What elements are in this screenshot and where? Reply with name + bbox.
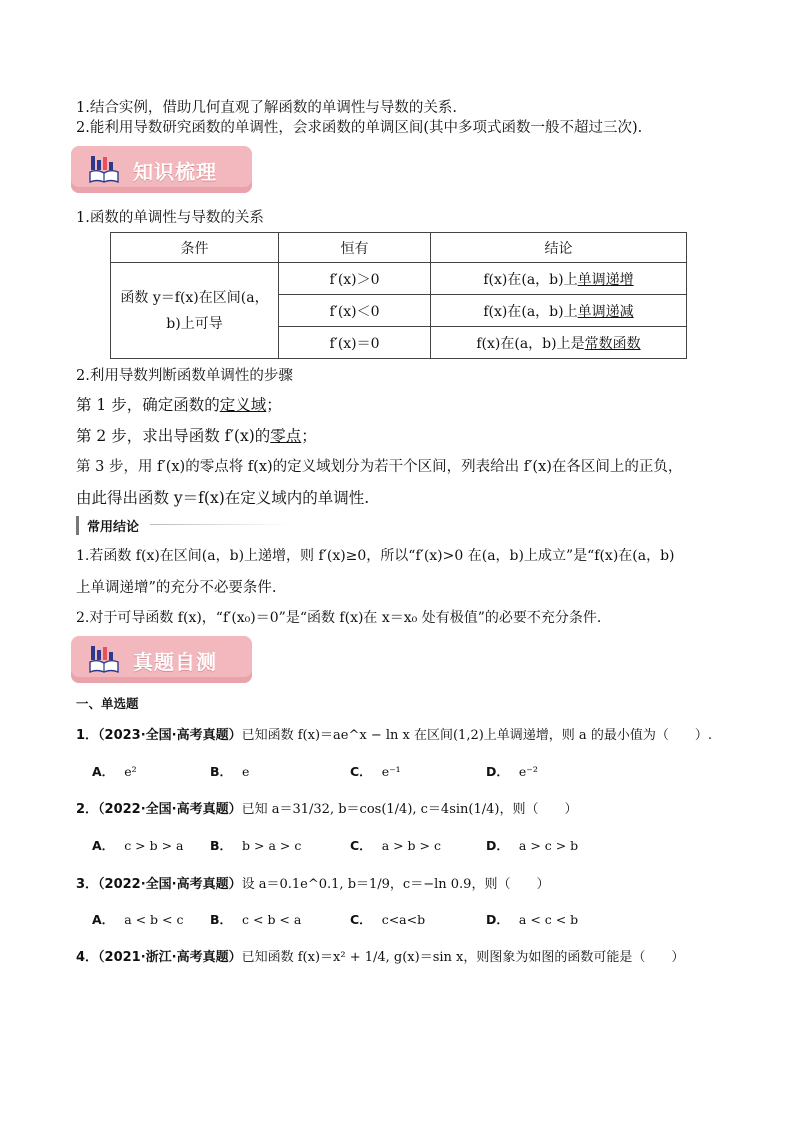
table-header-always: 恒有 [279, 233, 431, 263]
q3-option-a[interactable] [92, 910, 183, 928]
q2-option-d[interactable] [486, 836, 578, 854]
conclusion-cell [431, 263, 687, 295]
table-row [111, 263, 687, 295]
condition-line-1: 函数 y＝f(x)在区间(a， [120, 289, 269, 306]
option-letter: B． [210, 764, 233, 779]
derivative-cell: f′(x)＜0 [279, 295, 431, 327]
step-1-end: ； [266, 396, 282, 414]
option-letter: B． [210, 838, 233, 853]
step-2 [76, 424, 317, 446]
objective-1: 1.结合实例，借助几何直观了解函数的单调性与导数的关系. [76, 100, 457, 116]
table-header-conclusion: 结论 [431, 233, 687, 263]
conclusion-text: f(x)在(a，b)上 [483, 303, 578, 320]
option-value: e [242, 764, 250, 779]
relation-table [110, 232, 687, 359]
question-3-text: 设 a＝0.1e^0.1, b＝1/9，c＝−ln 0.9，则（ ） [241, 877, 550, 892]
option-value: a > b > c [381, 838, 441, 853]
step-2-end: ； [301, 427, 317, 445]
conclusion-cell [431, 327, 687, 359]
option-value: a > c > b [518, 838, 579, 853]
conclusion-key: 单调递减 [577, 303, 634, 320]
question-2-source: （2022·全国·高考真题） [98, 802, 242, 817]
option-value: e⁻² [518, 764, 538, 779]
condition-line-2: b)上可导 [166, 315, 223, 332]
question-4-source: （2021·浙江·高考真题） [98, 950, 242, 965]
option-letter: B． [210, 912, 233, 927]
option-value: b > a > c [242, 838, 302, 853]
question-4-number: 4． [76, 950, 99, 965]
option-letter: A． [92, 912, 115, 927]
option-letter: C． [350, 838, 372, 853]
question-type-title: 一、单选题 [76, 696, 139, 711]
q1-option-b[interactable] [210, 762, 249, 780]
option-value: a < c < b [518, 912, 579, 927]
step-2-key: 零点 [270, 427, 302, 445]
q1-option-c[interactable] [350, 762, 401, 780]
step-1-text: 第 1 步，确定函数的 [76, 396, 220, 414]
conclusion-text: f(x)在(a，b)上是 [476, 335, 585, 352]
section-banner-exam [71, 636, 252, 683]
step-1-key: 定义域 [219, 396, 267, 414]
question-1-number: 1． [76, 728, 99, 743]
q2-option-c[interactable] [350, 836, 441, 854]
option-value: e² [124, 764, 137, 779]
question-1-source: （2023·全国·高考真题） [98, 728, 242, 743]
conclusion-text: f(x)在(a，b)上 [483, 271, 578, 288]
subhead-divider [150, 524, 290, 525]
section-title-knowledge: 知识梳理 [133, 160, 217, 184]
question-4-text: 已知函数 f(x)＝x² + 1/4, g(x)＝sin x，则图象为如图的函数可能是（ ） [241, 950, 685, 965]
option-value: c<a<b [381, 912, 426, 927]
option-letter: C． [350, 764, 372, 779]
conclusion-cell [431, 295, 687, 327]
option-letter: D． [486, 912, 509, 927]
step-3-line-1: 第 3 步，用 f′(x)的零点将 f(x)的定义域划分为若干个区间，列表给出 f′(x)在各区间上的正负， [76, 459, 683, 475]
option-letter: D． [486, 838, 509, 853]
option-letter: D． [486, 764, 509, 779]
option-letter: C． [350, 912, 372, 927]
section-banner-knowledge [71, 146, 252, 193]
q2-option-b[interactable] [210, 836, 301, 854]
option-value: c > b > a [124, 838, 184, 853]
book-icon [89, 154, 119, 184]
question-3-number: 3． [76, 877, 99, 892]
step-1 [76, 393, 282, 415]
common-conclusions-title: 常用结论 [76, 516, 139, 535]
q3-option-b[interactable] [210, 910, 301, 928]
conclusion-1-line-1: 1.若函数 f(x)在区间(a，b)上递增，则 f′(x)≥0，所以“f′(x)>0 在(a，b)上成立”是“f(x)在(a，b) [76, 548, 675, 564]
q1-option-a[interactable] [92, 762, 137, 780]
question-3 [76, 873, 549, 892]
q3-option-d[interactable] [486, 910, 578, 928]
conclusion-1-line-2: 上单调递增”的充分不必要条件. [76, 580, 277, 596]
condition-cell [111, 263, 279, 359]
question-1 [76, 724, 712, 743]
steps-heading: 2.利用导数判断函数单调性的步骤 [76, 368, 293, 384]
table-header-condition: 条件 [111, 233, 279, 263]
relation-heading: 1.函数的单调性与导数的关系 [76, 210, 264, 226]
step-2-text: 第 2 步，求出导函数 f′(x)的 [76, 427, 271, 445]
question-2 [76, 798, 577, 817]
option-value: a < b < c [124, 912, 184, 927]
conclusion-key: 常数函数 [584, 335, 641, 352]
q3-option-c[interactable] [350, 910, 425, 928]
option-letter: A． [92, 838, 115, 853]
question-2-number: 2． [76, 802, 99, 817]
step-3-line-2: 由此得出函数 y＝f(x)在定义域内的单调性. [76, 489, 370, 507]
derivative-cell: f′(x)＝0 [279, 327, 431, 359]
question-4 [76, 946, 684, 965]
question-1-text: 已知函数 f(x)＝ae^x − ln x 在区间(1,2)上单调递增，则 a 的最小值为（ ）. [241, 728, 712, 743]
book-icon [89, 644, 119, 674]
q1-option-d[interactable] [486, 762, 538, 780]
option-value: e⁻¹ [381, 764, 401, 779]
section-title-exam: 真题自测 [133, 650, 217, 674]
derivative-cell: f′(x)＞0 [279, 263, 431, 295]
option-letter: A． [92, 764, 115, 779]
option-value: c < b < a [242, 912, 302, 927]
q2-option-a[interactable] [92, 836, 183, 854]
conclusion-2: 2.对于可导函数 f(x)，“f′(x₀)＝0”是“函数 f(x)在 x＝x₀ 处有极值”的必要不充分条件. [76, 610, 602, 626]
objective-2: 2.能利用导数研究函数的单调性，会求函数的单调区间(其中多项式函数一般不超过三次). [76, 120, 643, 136]
question-3-source: （2022·全国·高考真题） [98, 877, 242, 892]
question-2-text: 已知 a＝31/32, b＝cos(1/4), c＝4sin(1/4)，则（ ） [241, 802, 578, 817]
conclusion-key: 单调递增 [577, 271, 634, 288]
